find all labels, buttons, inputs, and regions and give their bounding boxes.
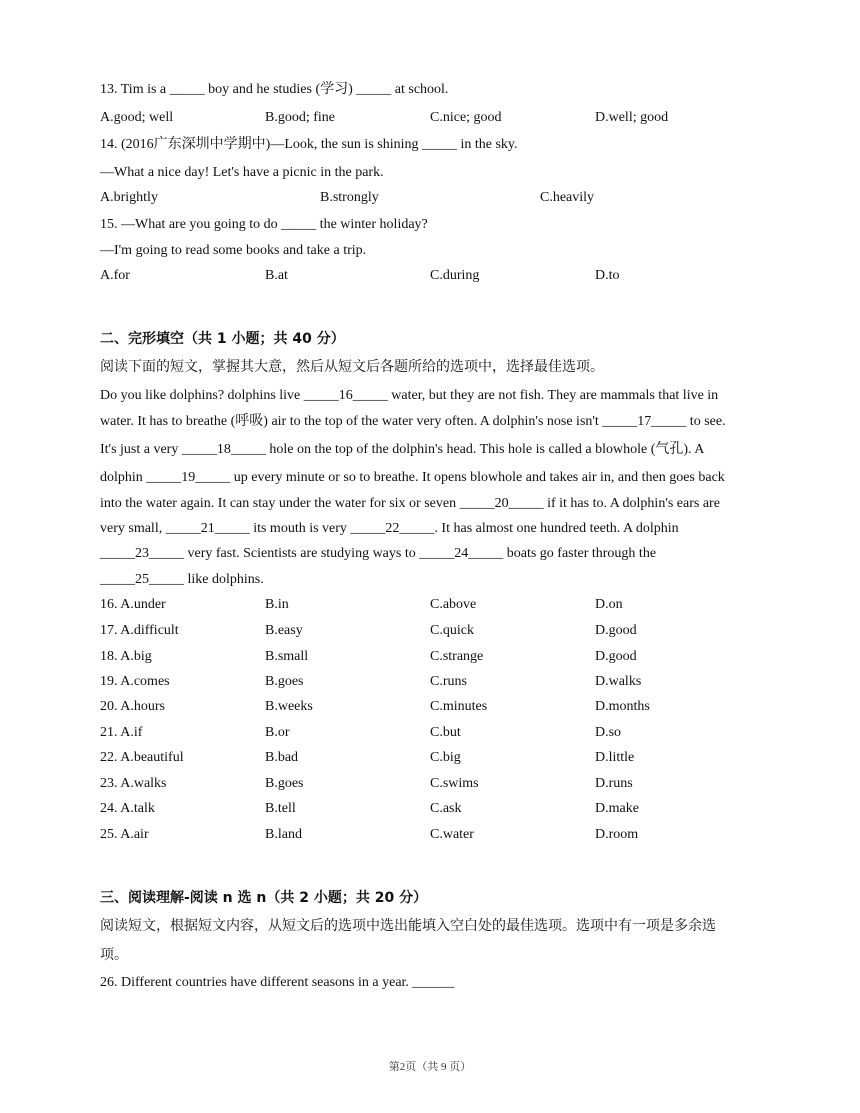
option-d: D.so	[595, 725, 622, 740]
option-c: C.swims	[430, 776, 479, 791]
option-c: C.minutes	[430, 699, 488, 714]
q15-line2: —I'm going to read some books and take a trip.	[100, 243, 367, 258]
option-c: C.above	[430, 597, 477, 612]
cloze-question-19	[100, 673, 780, 691]
section3-instruction-line2: 项。	[100, 947, 128, 963]
option-c: C.quick	[430, 623, 474, 638]
q13-option-b: B.good; fine	[265, 110, 335, 125]
q13-options	[100, 109, 780, 127]
option-a: 19. A.comes	[100, 674, 170, 689]
q14-stem: 14. (2016广东深圳中学期中)—Look, the sun is shining _____ in the sky.	[100, 137, 518, 152]
cloze-question-20	[100, 698, 780, 716]
option-a: 21. A.if	[100, 725, 143, 740]
passage-line: _____25_____ like dolphins.	[100, 572, 264, 587]
option-b: B.or	[265, 725, 290, 740]
cloze-question-22	[100, 749, 780, 767]
q15-stem: 15. —What are you going to do _____ the winter holiday?	[100, 217, 428, 232]
option-b: B.weeks	[265, 699, 313, 714]
option-d: D.good	[595, 649, 637, 664]
option-a: 20. A.hours	[100, 699, 165, 714]
q14-option-c: C.heavily	[540, 190, 595, 205]
cloze-question-25	[100, 826, 780, 844]
cloze-question-21	[100, 724, 780, 742]
option-a: 24. A.talk	[100, 801, 155, 816]
option-d: D.on	[595, 597, 623, 612]
option-d: D.months	[595, 699, 650, 714]
option-a: 25. A.air	[100, 827, 149, 842]
option-c: C.runs	[430, 674, 467, 689]
option-b: B.in	[265, 597, 289, 612]
q15-option-b: B.at	[265, 268, 288, 283]
q14-option-b: B.strongly	[320, 190, 379, 205]
q14-options	[100, 189, 780, 207]
option-d: D.little	[595, 750, 635, 765]
option-a: 16. A.under	[100, 597, 166, 612]
option-c: C.water	[430, 827, 474, 842]
section3-instruction-line1: 阅读短文，根据短文内容，从短文后的选项中选出能填入空白处的最佳选项。选项中有一项是多余选	[100, 918, 716, 934]
option-b: B.goes	[265, 776, 304, 791]
option-c: C.big	[430, 750, 461, 765]
q14-line2: —What a nice day! Let's have a picnic in the park.	[100, 165, 384, 180]
passage-line: It's just a very _____18_____ hole on the top of the dolphin's head. This hole is called a blowhole (气孔). A	[100, 442, 705, 457]
passage-line: Do you like dolphins? dolphins live _____16_____ water, but they are not fish. They are mammals that live in	[100, 388, 719, 403]
option-b: B.easy	[265, 623, 303, 638]
cloze-question-18	[100, 648, 780, 666]
q13-option-d: D.well; good	[595, 110, 669, 125]
q13-stem: 13. Tim is a _____ boy and he studies (学习) _____ at school.	[100, 82, 449, 97]
section3-heading: 三、阅读理解-阅读 n 选 n（共 2 小题；共 20 分）	[100, 890, 428, 906]
q15-options	[100, 267, 780, 285]
q14-option-a: A.brightly	[100, 190, 158, 205]
passage-line: very small, _____21_____ its mouth is very _____22_____. It has almost one hundred teeth. A dolphin	[100, 521, 679, 536]
option-c: C.ask	[430, 801, 462, 816]
cloze-question-16	[100, 596, 780, 614]
option-c: C.strange	[430, 649, 484, 664]
q13-option-a: A.good; well	[100, 110, 174, 125]
option-b: B.tell	[265, 801, 296, 816]
option-d: D.room	[595, 827, 639, 842]
cloze-question-17	[100, 622, 780, 640]
option-b: B.small	[265, 649, 309, 664]
passage-line: dolphin _____19_____ up every minute or so to breathe. It opens blowhole and takes air in, and then goes back	[100, 470, 725, 485]
q15-option-a: A.for	[100, 268, 130, 283]
cloze-question-24	[100, 800, 780, 818]
section2-heading: 二、完形填空（共 1 小题；共 40 分）	[100, 331, 345, 347]
option-a: 23. A.walks	[100, 776, 167, 791]
option-a: 18. A.big	[100, 649, 152, 664]
option-d: D.walks	[595, 674, 642, 689]
option-b: B.goes	[265, 674, 304, 689]
cloze-question-23	[100, 775, 780, 793]
section2-instruction: 阅读下面的短文，掌握其大意，然后从短文后各题所给的选项中，选择最佳选项。	[100, 359, 604, 375]
option-d: D.runs	[595, 776, 633, 791]
option-c: C.but	[430, 725, 461, 740]
option-d: D.make	[595, 801, 639, 816]
passage-line: water. It has to breathe (呼吸) air to the top of the water very often. A dolphin's nose isn't _____17_____ to see.	[100, 414, 726, 429]
q15-option-d: D.to	[595, 268, 620, 283]
option-a: 22. A.beautiful	[100, 750, 184, 765]
option-d: D.good	[595, 623, 637, 638]
option-b: B.land	[265, 827, 302, 842]
passage-line: into the water again. It can stay under the water for six or seven _____20_____ if it has to. A dolphin's ears are	[100, 496, 720, 511]
option-a: 17. A.difficult	[100, 623, 179, 638]
q26-stem: 26. Different countries have different seasons in a year. ______	[100, 975, 455, 990]
page-footer: 第2页（共 9 页）	[388, 1061, 472, 1073]
passage-line: _____23_____ very fast. Scientists are studying ways to _____24_____ boats go faster through the	[100, 546, 657, 561]
q13-option-c: C.nice; good	[430, 110, 502, 125]
q15-option-c: C.during	[430, 268, 480, 283]
option-b: B.bad	[265, 750, 299, 765]
